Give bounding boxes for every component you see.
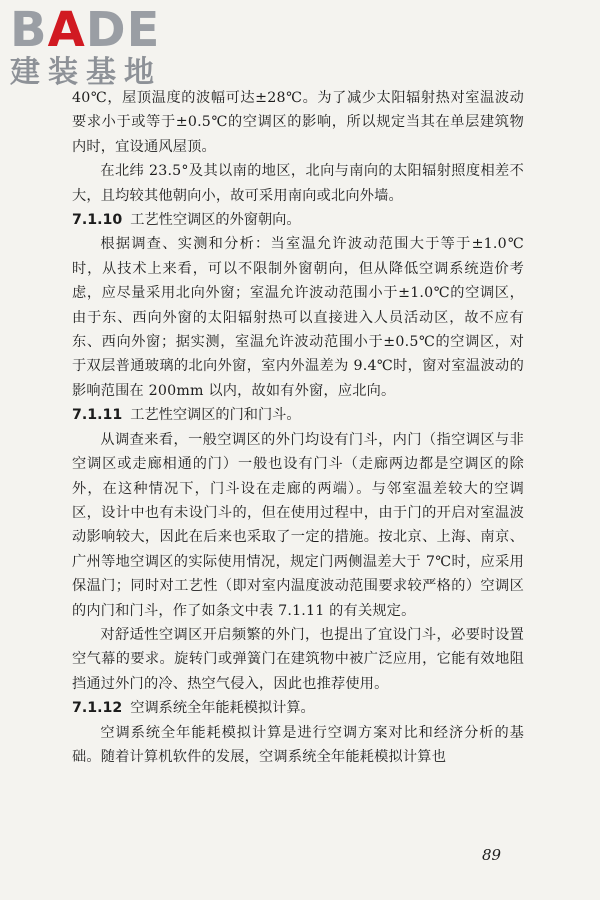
paragraph-continued: 40℃，屋顶温度的波幅可达±28℃。为了减少太阳辐射热对室温波动要求小于或等于±0.5℃的空调区的影响，所以规定当其在单层建筑物内时，宜设通风屋顶。 <box>72 90 524 155</box>
section-title: 空调系统全年能耗模拟计算。 <box>130 700 315 717</box>
paragraph-north-latitude: 在北纬 23.5°及其以南的地区，北向与南向的太阳辐射照度相差不大，且均较其他朝向小，故可采用南向或北向外墙。 <box>72 163 524 204</box>
section-heading-7-1-11 <box>72 403 524 427</box>
page-number: 89 <box>482 846 502 864</box>
section-7-1-10-body: 根据调查、实测和分析：当室温允许波动范围大于等于±1.0℃时，从技术上来看，可以不限制外窗朝向，但从降低空调系统造价考虑，应尽量采用北向外窗；室温允许波动范围小于±1.0℃的空调区，由于东、西向外窗的太阳辐射热可以直接进入人员活动区，故不应有东、西向外窗；据实测，室温允许波动范围小于±0.5℃的空调区，对于双层普通玻璃的北向外窗，室内外温差为 9.4℃时，窗对室温波动的影响范围在 200mm 以内，故如有外窗，应北向。 <box>72 236 524 399</box>
logo-subtitle: 建装基地 <box>10 55 162 90</box>
bade-logo <box>10 4 162 90</box>
section-7-1-11-body-2: 对舒适性空调区开启频繁的外门，也提出了宜设门斗，必要时设置空气幕的要求。旋转门或弹簧门在建筑物中被广泛应用，它能有效地阻挡通过外门的冷、热空气侵入，因此也推荐使用。 <box>72 626 524 692</box>
logo-letter-a: A <box>47 2 86 58</box>
page-body <box>72 86 524 769</box>
section-7-1-12-body: 空调系统全年能耗模拟计算是进行空调方案对比和经济分析的基础。随着计算机软件的发展，空调系统全年能耗模拟计算也 <box>72 724 524 765</box>
section-heading-7-1-10 <box>72 208 524 232</box>
section-7-1-11-body-1: 从调查来看，一般空调区的外门均设有门斗，内门（指空调区与非空调区或走廊相通的门）一般也设有门斗（走廊两边都是空调区的除外，在这种情况下，门斗设在走廊的两端）。与邻室温差较大的空调区，设计中也有未设门斗的，但在使用过程中，由于门的开启对室温波动影响较大，因此在后来也采取了一定的措施。按北京、上海、南京、广州等地空调区的实际使用情况，规定门两侧温差大于 7℃时，应采用保温门；同时对工艺性（即对室内温度波动范围要求较严格的）空调区的内门和门斗，作了如条文中表 7.1.11 的有关规定。 <box>72 431 524 619</box>
section-title: 工艺性空调区的外窗朝向。 <box>130 212 301 229</box>
logo-letter-b: B <box>10 2 48 58</box>
logo-wordmark <box>10 4 162 56</box>
section-number: 7.1.10 <box>72 212 123 229</box>
section-title: 工艺性空调区的门和门斗。 <box>130 407 301 424</box>
section-heading-7-1-12 <box>72 696 524 720</box>
section-number: 7.1.12 <box>72 700 123 717</box>
section-number: 7.1.11 <box>72 407 123 424</box>
logo-letters-de: DE <box>85 2 161 58</box>
